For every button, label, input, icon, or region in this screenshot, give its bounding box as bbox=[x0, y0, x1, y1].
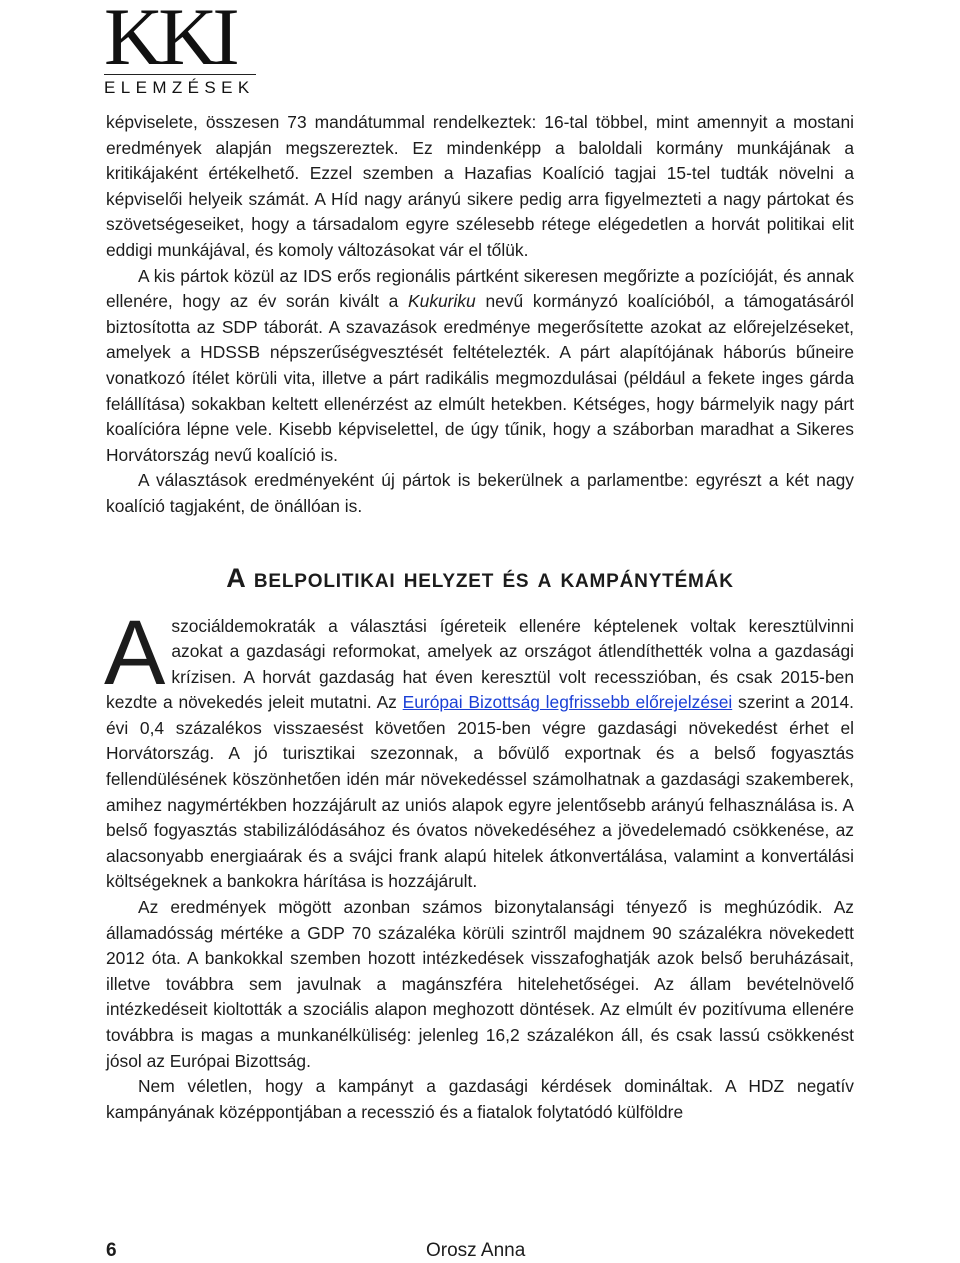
paragraph-4-text-b: szerint a 2014. évi 0,4 százalékos visszaesést követően 2015-ben végre gazdasági növekedést érhet el Horvátország. A jó turisztikai szezonnak, a bővülő exportnak és a belső fogyasztás fellendülésének köszönhetően idén már növekedéssel számolhatnak a gazdasági szakemberek, amihez nagymértékben hozzájárult az uniós alapok egyre jelentősebb arányú felhasználása is. A belső fogyasztás stabilizálódásához és óvatos növekedéséhez a jövedelemadó csökkenése, az alacsonyabb energiaárak és a svájci frank alapú hitelek átkonvertálása, valamint a konvertálási költségeknek a bankokra hárítása is hozzájárult. bbox=[106, 692, 854, 892]
paragraph-3: A választások eredményeként új pártok is bekerülnek a parlamentbe: egyrészt a két nagy koalíció tagjaként, de önállóan is. bbox=[106, 470, 854, 516]
paragraph-4-text-a: szociáldemokraták a választási ígéreteik ellenére képtelenek voltak keresztülvinni azokat a gazdasági reformokat, amelyek az országot átlendíthették volna a gazdasági krízisen. A horvát gazdaság hat éven keresztül volt recesszióban, és csak 2015-ben kezdte a növekedés jeleit mutatni. Az bbox=[106, 615, 854, 713]
paragraph-2-italic: Kukuriku bbox=[408, 291, 476, 312]
paragraph-2-text-b: nevű kormányzó koalícióból, a támogatásáról biztosította az SDP táborát. A szavazások eredménye megerősítette azokat az előrejelzéseket, amelyek a HDSSB népszerűségvesztését feltételezték. A párt alapítójának háborús bűneire vonatkozó ítélet körüli vita, illetve a párt radikális megmozdulásai (például a fekete inges gárda felállítása) sokakban keltett ellenérzést az elmúlt hetekben. Kétséges, hogy bármelyik nagy párt koalícióra lépne vele. Kisebb képviselettel, de úgy tűnik, hogy a száborban maradhat a Sikeres Horvátország nevű koalíció is. bbox=[106, 291, 854, 465]
paragraph-2 bbox=[106, 264, 854, 469]
logo-rule bbox=[104, 74, 256, 75]
paragraph-4 bbox=[104, 601, 854, 896]
page-number: 6 bbox=[106, 1240, 117, 1261]
paragraph-5: Az eredmények mögött azonban számos bizonytalansági tényező is meghúzódik. Az államadósság mértéke a GDP 70 százaléka körüli szintről majdnem 90 százalékra növekedett 2012 óta. A bankokkal szemben hozott intézkedések visszafoghatják azok belső beruházásait, illetve továbbra sem javulnak a magánszféra hitelehetőségei. Az állam bevételnövelő intézkedéseit kioltották a szociális alapon meghozott döntések. Az elmúlt év pozitívuma ellenére továbbra is magas a munkanélküliség: jelenleg 16,2 százalékon áll, és csak lassú csökkenést jósol az Európai Bizottság. bbox=[106, 897, 854, 1071]
article-body bbox=[106, 110, 854, 1125]
drop-cap: A bbox=[104, 601, 166, 704]
kki-logo bbox=[104, 2, 260, 98]
paragraph-6: Nem véletlen, hogy a kampányt a gazdasági kérdések domináltak. A HDZ negatív kampányának középpontjában a recesszió és a fiatalok folytatódó külföldre bbox=[106, 1076, 854, 1122]
logo-subtitle: ELEMZÉSEK bbox=[104, 78, 255, 97]
logo-mark: KKI bbox=[104, 2, 235, 72]
paragraph-2-text-a: A kis pártok közül az IDS erős regionális pártként sikeresen megőrizte a pozícióját, és annak ellenére, hogy az év során kivált a bbox=[106, 265, 854, 312]
footer-author: Orosz Anna bbox=[426, 1240, 526, 1261]
european-commission-forecast-link[interactable]: Európai Bizottság legfrissebb előrejelzései bbox=[402, 692, 733, 713]
paragraph-1: képviselete, összesen 73 mandátummal rendelkeztek: 16-tal többel, mint amennyit a mostani eredmények alapján megszereztek. Ez mindenképp a baloldali kormány munkájának a kritikájaként értékelhető. Ezzel szemben a Hazafias Koalíció tagjai 15-tel tudták növelni a képviselői helyeik számát. A Híd nagy arányú sikere pedig arra figyelmezteti a nagy pártokat és szövetségeseiket, hogy a társadalom egyre szélesebb rétege elégedetlen a horvát politikai elit eddigi munkájával, és komoly változásokat vár el tőlük. bbox=[106, 112, 854, 260]
section-heading: A belpolitikai helyzet és a kampánytémák bbox=[226, 562, 734, 593]
